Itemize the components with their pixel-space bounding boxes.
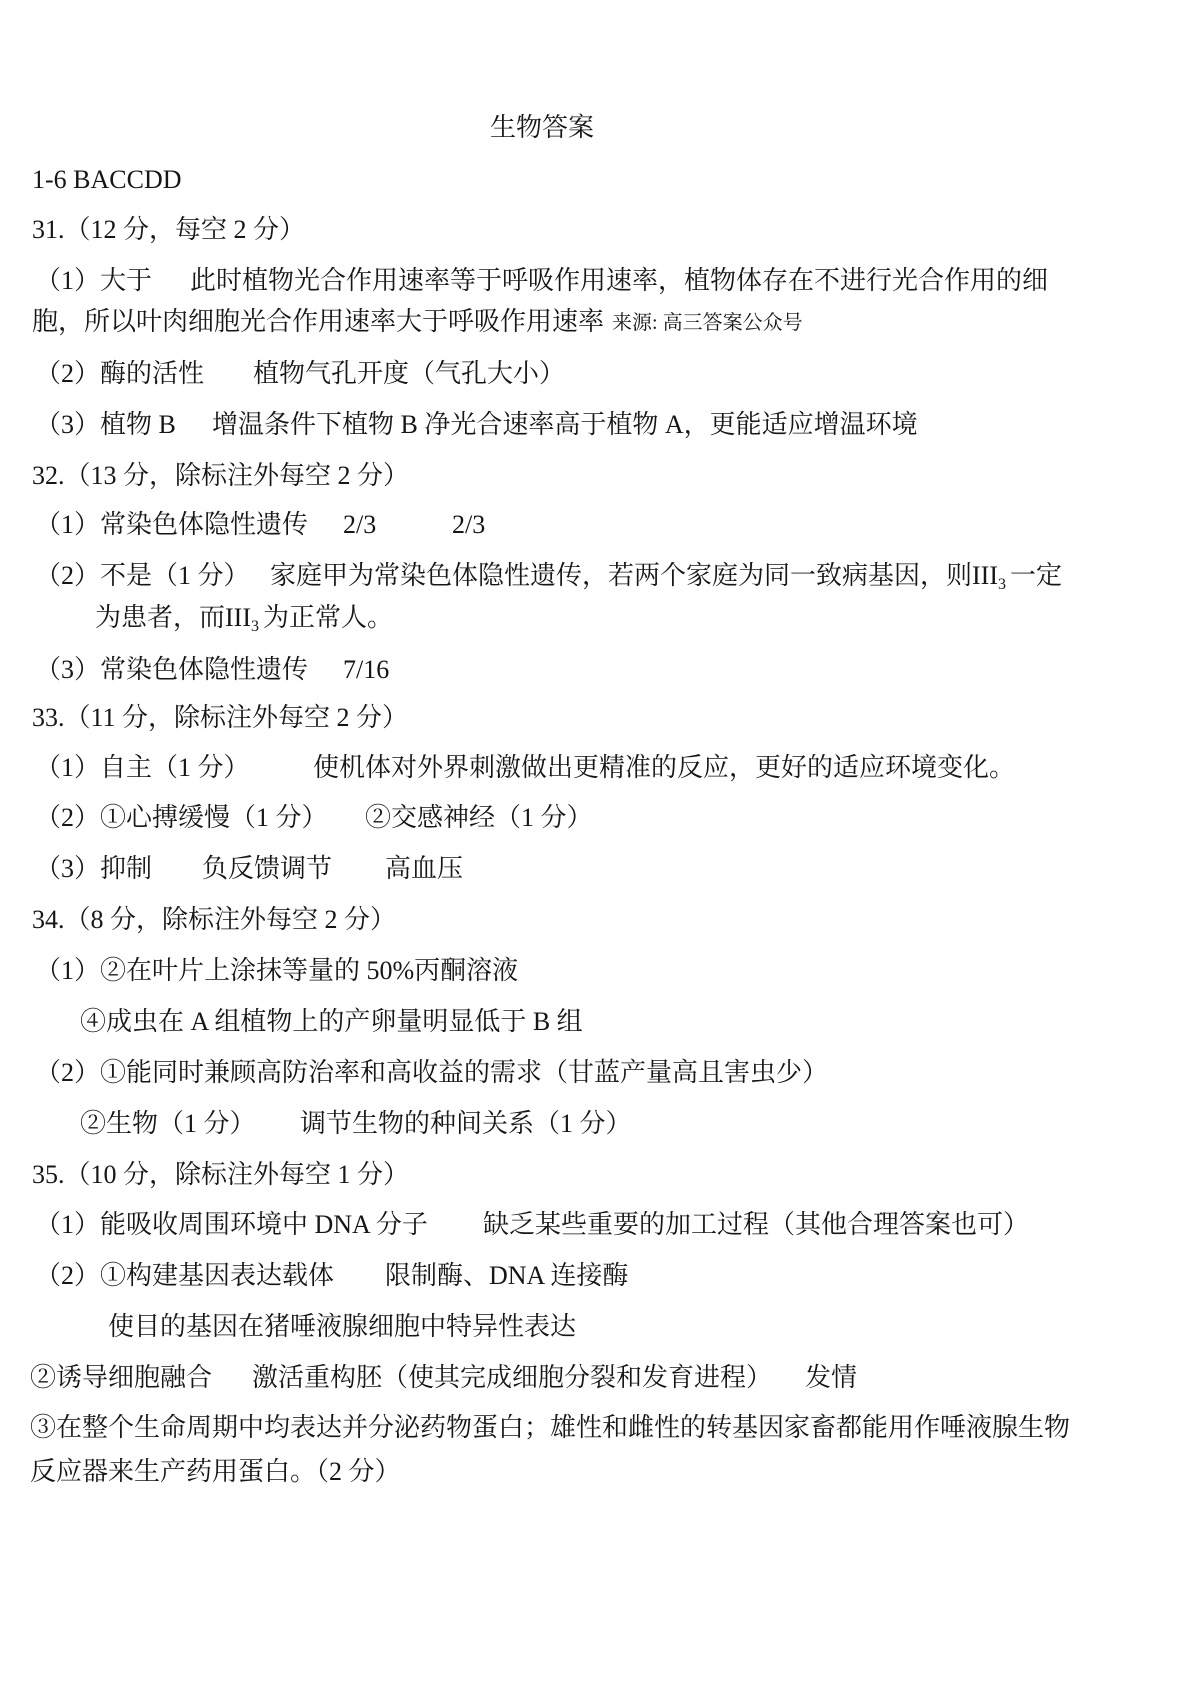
q35-p2-step3-answer-cont: 反应器来生产药用蛋白。（2 分） [30,1457,401,1486]
source-note: 来源: 高三答案公众号 [612,312,803,334]
q31-p1-reason-cont [32,307,803,338]
q32-p3-answer: （3）常染色体隐性遗传 [35,655,309,684]
q32-p2-reason-cont [95,603,393,633]
q32-p1-prob-1: 2/3 [343,510,377,539]
q33-p3-answer-2: 负反馈调节 [202,854,333,883]
q32-p1-prob-2: 2/3 [452,510,486,539]
q33-p1-reason: 使机体对外界刺激做出更精准的反应，更好的适应环境变化。 [313,753,1016,782]
q31-p3-answer: （3）植物 B [35,410,176,439]
q35-p2-step3-answer: ③在整个生命周期中均表达并分泌药物蛋白；雄性和雌性的转基因家畜都能用作唾液腺生物 [30,1413,1071,1442]
q34-p2-answer-3: 调节生物的种间关系（1 分） [300,1109,632,1138]
q35-p2-step2-answer-1: ②诱导细胞融合 [30,1363,213,1392]
q32-header: 32.（13 分，除标注外每空 2 分） [32,461,410,490]
q34-header: 34.（8 分，除标注外每空 2 分） [32,905,397,934]
q31-p1-answer: （1）大于 [35,266,153,295]
q31-p2-answer-2: 植物气孔开度（气孔大小） [253,359,566,388]
q32-p2-answer: （2）不是（1 分） [35,561,250,590]
q35-p2-answer-3: 使目的基因在猪唾液腺细胞中特异性表达 [108,1312,577,1341]
q33-p1-answer: （1）自主（1 分） [35,753,250,782]
q33-p3-answer-3: 高血压 [385,854,464,883]
q34-p1-step2: （1）②在叶片上涂抹等量的 50%丙酮溶液 [35,956,519,985]
q32-p2-cont-end: 为正常人。 [262,603,393,632]
q35-p2-step2-answer-2: 激活重构胚（使其完成细胞分裂和发育进程） [252,1363,773,1392]
q32-p1-answer: （1）常染色体隐性遗传 [35,510,309,539]
q35-p2-answer-2: 限制酶、DNA 连接酶 [385,1261,629,1290]
q33-p3-answer-1: （3）抑制 [35,854,153,883]
q31-header: 31.（12 分，每空 2 分） [32,215,306,244]
multiple-choice-answers: 1-6 BACCDD [32,165,182,194]
q32-p2-cont-text: 为患者，而III [95,603,251,632]
generation-subscript: 3 [250,618,259,635]
q32-p2-reason [270,561,1062,591]
page-title: 生物答案 [490,113,595,142]
q34-p2-answer-1: （2）①能同时兼顾高防治率和高收益的需求（甘蓝产量高且害虫少） [35,1058,829,1087]
q32-p3-prob: 7/16 [343,655,390,684]
q33-header: 33.（11 分，除标注外每空 2 分） [32,703,409,732]
q32-p2-reason-end: 一定 [1009,561,1062,590]
generation-subscript: 3 [997,576,1006,593]
q32-p2-reason-text: 家庭甲为常染色体隐性遗传，若两个家庭为同一致病基因，则III [270,561,998,590]
q34-p2-answer-2: ②生物（1 分） [80,1109,256,1138]
q31-p1-reason-cont-text: 胞，所以叶肉细胞光合作用速率大于呼吸作用速率 [32,307,605,336]
q35-header: 35.（10 分，除标注外每空 1 分） [32,1160,410,1189]
q31-p1-reason: 此时植物光合作用速率等于呼吸作用速率，植物体存在不进行光合作用的细 [190,266,1049,295]
q35-p1-answer-1: （1）能吸收周围环境中 DNA 分子 [35,1210,428,1239]
q34-p1-step4: ④成虫在 A 组植物上的产卵量明显低于 B 组 [80,1007,583,1036]
q35-p2-step2-answer-3: 发情 [805,1363,858,1392]
q35-p1-answer-2: 缺乏某些重要的加工过程（其他合理答案也可） [483,1210,1030,1239]
q35-p2-answer-1: （2）①构建基因表达载体 [35,1261,335,1290]
q33-p2-answer-1: （2）①心搏缓慢（1 分） [35,803,328,832]
q31-p2-answer: （2）酶的活性 [35,359,205,388]
q33-p2-answer-2: ②交感神经（1 分） [365,803,593,832]
q31-p3-reason: 增温条件下植物 B 净光合速率高于植物 A，更能适应增温环境 [212,410,918,439]
